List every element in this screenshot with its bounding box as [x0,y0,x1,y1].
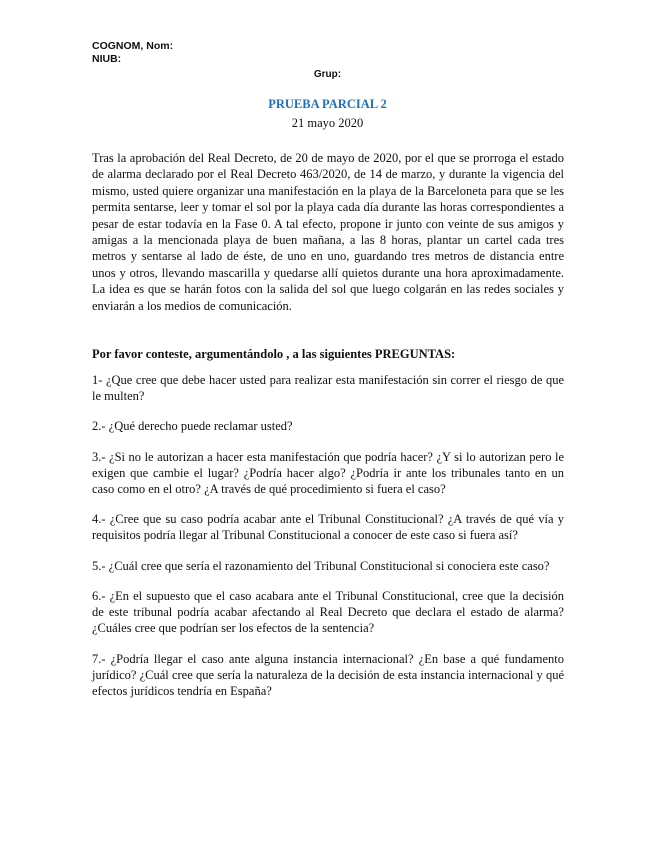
exam-date: 21 mayo 2020 [291,116,364,130]
student-header [92,40,173,66]
question-3: 3.- ¿Si no le autorizan a hacer esta manifestación que podría hacer? ¿Y si lo autorizan pero le exigen que cambie el lugar? ¿Podría hacer algo? ¿Podría ir ante los tribunales tanto en un caso como en el otro? ¿A través de qué procedimiento si fuera el caso? [92,449,564,497]
question-list [92,372,564,699]
question-1: 1- ¿Que cree que debe hacer usted para realizar esta manifestación sin correr el riesgo de que le multen? [92,373,564,404]
document-body [92,150,564,699]
name-label: COGNOM, Nom: [92,40,174,52]
question-7: 7.- ¿Podría llegar el caso ante alguna instancia internacional? ¿En base a qué fundamento jurídico? ¿Cuál cree que sería la naturaleza de la decisión de esta instancia internacional y qué efectos jurídicos tendría en España? [92,651,564,698]
question-2: 2.- ¿Qué derecho puede reclamar usted? [92,419,293,434]
group-label: Grup: [313,69,342,80]
questions-heading: Por favor conteste, argumentándolo , a las siguientes PREGUNTAS: [92,347,456,362]
intro-paragraph: Tras la aprobación del Real Decreto, de 20 de mayo de 2020, por el que se prorroga el estado de alarma declarado por el Real Decreto 463/2020, de 14 de marzo, y durante la vigencia del mismo, usted quiere organizar una manifestación en la playa de la Barceloneta para que se les permita sentarse, leer y tomar el sol por la playa cada día durante las horas correspondientes a pesar de estar todavía en la Fase 0. A tal efecto, propone ir junto con veinte de sus amigos y amigas a la mencionada playa de buen mañana, a las 8 horas, plantar un cartel cada tres metros y sentarse al lado de éste, de uno en uno, guardando tres metros de distancia entre unos y otros, llevando mascarilla y quedarse allí quietos durante una hora aproximadamente. La idea es que se harán fotos con la salida del sol que luego colgarán en las redes sociales y enviarán a los medios de comunicación. [92,151,564,313]
question-6: 6.- ¿En el supuesto que el caso acabara ante el Tribunal Constitucional, cree que la decisión de este tribunal podría acabar afectando al Real Decreto que declara el estado de alarma? ¿Cuáles cree que podrían ser los efectos de la sentencia? [92,588,564,636]
question-4: 4.- ¿Cree que su caso podría acabar ante el Tribunal Constitucional? ¿A través de qué vía y requisitos podría llegar al Tribunal Constitucional a conocer de este caso si fuera así? [92,512,564,543]
niub-label: NIUB: [92,53,122,65]
question-5: 5.- ¿Cuál cree que sería el razonamiento del Tribunal Constitucional si conociera este caso? [92,558,550,573]
exam-title: PRUEBA PARCIAL 2 [268,97,387,111]
